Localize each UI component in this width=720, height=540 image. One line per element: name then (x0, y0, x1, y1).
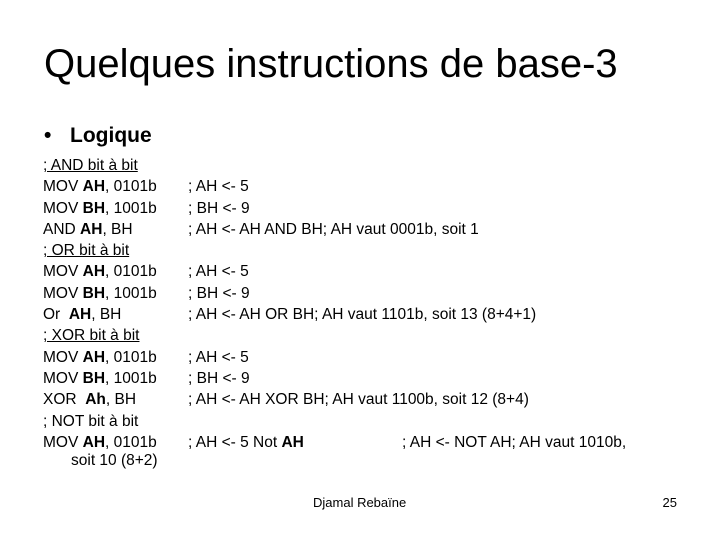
line-comment: ; AH <- AH XOR BH; AH vaut 1100b, soit 12 (8+4) (188, 391, 529, 409)
line-comment: ; BH <- 9 (188, 284, 250, 302)
section-comment-or (43, 240, 158, 261)
section-comment-text: ; XOR bit à bit (43, 327, 140, 345)
code-line (43, 219, 479, 240)
continuation-line: soit 10 (8+2) (71, 452, 158, 470)
code-line (43, 176, 249, 197)
register: AH (80, 220, 103, 238)
instruction: MOV AH, 0101b (43, 348, 157, 366)
slide-title: Quelques instructions de base-3 (44, 42, 618, 86)
section-comment-text: ; AND bit à bit (43, 157, 138, 174)
register: BH (82, 369, 106, 387)
instruction: Or AH, BH (43, 306, 122, 324)
instruction: MOV AH, 0101b (43, 263, 157, 281)
bullet-dot-icon: • (44, 124, 52, 147)
section-comment-not (43, 411, 158, 432)
section-comment-text: ; OR bit à bit (43, 242, 130, 260)
section-comment-and (43, 155, 158, 176)
register: BH (82, 284, 106, 302)
footer-author: Djamal Rebaïne (313, 495, 407, 510)
register: AH (281, 433, 304, 451)
instruction: AND AH, BH (43, 220, 133, 238)
instruction: MOV BH, 1001b (43, 369, 157, 387)
line-comment: ; BH <- 9 (188, 199, 250, 217)
code-line (43, 368, 250, 389)
register: AH (82, 263, 106, 281)
code-line (43, 304, 537, 325)
line-comment: ; AH <- AH AND BH; AH vaut 0001b, soit 1 (188, 220, 479, 238)
instruction: MOV BH, 1001b (43, 199, 157, 217)
section-comment-xor (43, 325, 158, 346)
bullet-item (44, 124, 152, 148)
line-comment: ; AH <- 5 (188, 178, 249, 196)
code-line (43, 347, 249, 368)
line-comment: ; BH <- 9 (188, 369, 250, 387)
register: AH (82, 178, 106, 196)
instruction: MOV BH, 1001b (43, 284, 157, 302)
section-comment-text: ; NOT bit à bit (43, 412, 139, 430)
code-line (43, 283, 250, 304)
page-number: 25 (662, 495, 677, 510)
register: AH (82, 433, 106, 451)
register: Ah (85, 391, 106, 409)
line-comment: ; AH <- 5 (188, 348, 249, 366)
register: AH (68, 306, 92, 324)
instruction: XOR Ah, BH (43, 391, 137, 409)
line-comment: ; AH <- AH OR BH; AH vaut 1101b, soit 13 (8+4+1) (188, 306, 537, 324)
register: BH (82, 199, 106, 217)
code-line (43, 389, 529, 410)
bullet-label: Logique (70, 124, 152, 147)
instruction: MOV AH, 0101b (43, 433, 157, 451)
instruction: MOV AH, 0101b (43, 178, 157, 196)
code-line (43, 261, 249, 282)
code-line (43, 198, 250, 219)
line-comment-extra: ; AH <- NOT AH; AH vaut 1010b, (402, 433, 627, 451)
code-listing (43, 155, 627, 471)
line-comment: ; AH <- 5 (188, 263, 249, 281)
line-comment: ; AH <- 5 Not AH (188, 433, 304, 451)
register: AH (82, 348, 106, 366)
